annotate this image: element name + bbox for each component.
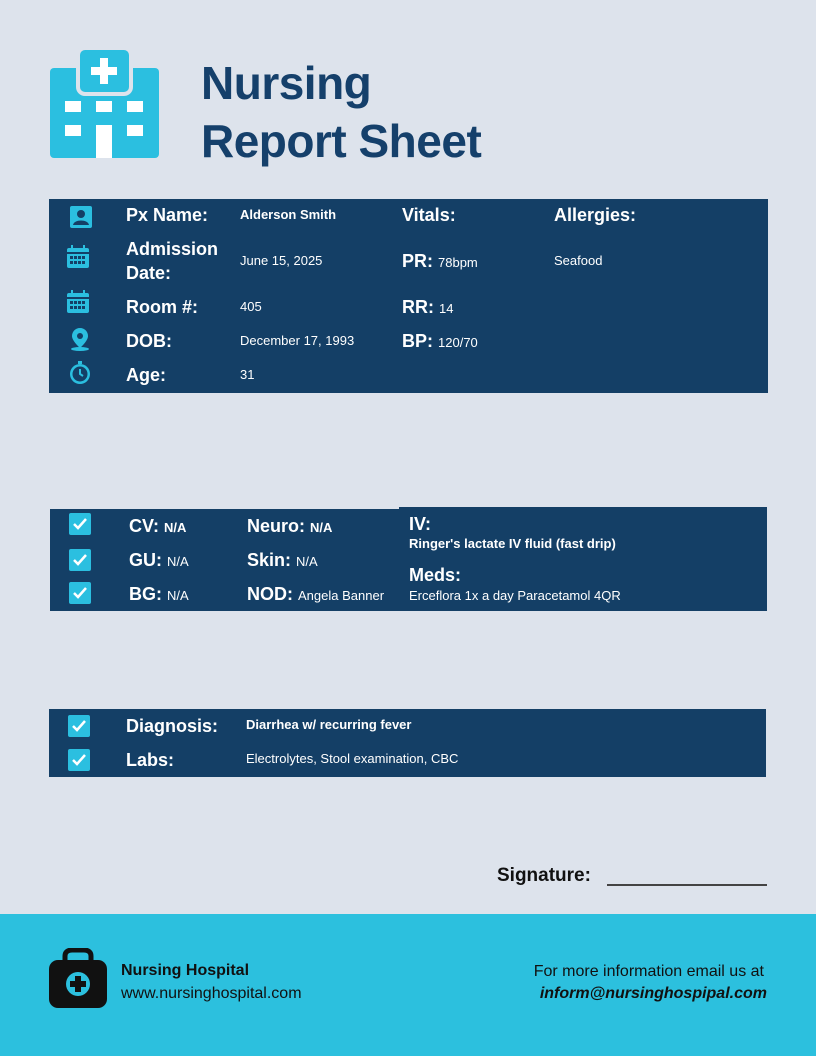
cv-row bbox=[129, 514, 186, 540]
diagnosis-value: Diarrhea w/ recurring fever bbox=[246, 717, 412, 732]
cv-label: CV: bbox=[129, 516, 160, 536]
bg-row bbox=[129, 582, 189, 608]
admission-label-1: Admission bbox=[126, 239, 219, 259]
rr-value: 14 bbox=[439, 301, 454, 316]
skin-value: N/A bbox=[296, 554, 318, 569]
checkbox-checked-icon bbox=[68, 715, 90, 737]
title-line-1: Nursing bbox=[201, 57, 372, 109]
bp-row bbox=[402, 329, 478, 355]
calendar-icon bbox=[66, 290, 90, 314]
vitals-label: Vitals: bbox=[402, 205, 456, 225]
px-name-value: Alderson Smith bbox=[240, 207, 337, 222]
pr-value: 78bpm bbox=[438, 255, 478, 270]
skin-row bbox=[247, 548, 318, 574]
age-label: Age: bbox=[126, 365, 166, 385]
allergies-value: Seafood bbox=[554, 253, 603, 268]
treatment-panel bbox=[399, 507, 767, 611]
signature-label: Signature: bbox=[497, 865, 591, 886]
bp-label: BP: bbox=[402, 331, 433, 351]
checkbox-checked-icon bbox=[69, 549, 91, 571]
person-icon bbox=[69, 205, 93, 229]
hospital-name: Nursing Hospital bbox=[121, 962, 250, 979]
contact-email-link[interactable]: inform@nursinghospipal.com bbox=[539, 985, 767, 1002]
pr-label: PR: bbox=[402, 251, 433, 271]
bg-value: N/A bbox=[167, 588, 189, 603]
age-value: 31 bbox=[240, 367, 255, 382]
labs-label: Labs: bbox=[126, 750, 175, 770]
iv-label: IV: bbox=[409, 514, 432, 534]
meds-value: Erceflora 1x a day Paracetamol 4QR bbox=[409, 588, 621, 603]
allergies-label: Allergies: bbox=[554, 205, 637, 225]
footer bbox=[0, 914, 816, 1056]
title-line-2: Report Sheet bbox=[201, 115, 482, 167]
dob-value: December 17, 1993 bbox=[240, 333, 355, 348]
medical-kit-icon bbox=[49, 948, 107, 1008]
location-pin-icon bbox=[68, 327, 92, 351]
meds-label: Meds: bbox=[409, 565, 462, 585]
dob-label: DOB: bbox=[126, 331, 172, 351]
rr-label: RR: bbox=[402, 297, 434, 317]
checkbox-checked-icon bbox=[68, 749, 90, 771]
neuro-value: N/A bbox=[310, 520, 333, 535]
hospital-building-icon bbox=[50, 48, 159, 158]
clock-icon bbox=[68, 361, 92, 385]
px-name-label: Px Name: bbox=[126, 205, 209, 225]
patient-info-panel bbox=[49, 199, 768, 393]
iv-value: Ringer's lactate IV fluid (fast drip) bbox=[409, 536, 616, 551]
bg-label: BG: bbox=[129, 584, 162, 604]
contact-info-text: For more information email us at bbox=[533, 963, 764, 980]
admission-label-2: Date: bbox=[126, 263, 172, 283]
gu-label: GU: bbox=[129, 550, 162, 570]
skin-label: Skin: bbox=[247, 550, 292, 570]
nod-label: NOD: bbox=[247, 584, 293, 604]
admission-value: June 15, 2025 bbox=[240, 253, 323, 268]
checkbox-checked-icon bbox=[69, 513, 91, 535]
gu-value: N/A bbox=[167, 554, 189, 569]
neuro-label: Neuro: bbox=[247, 516, 305, 536]
hospital-website-link[interactable]: www.nursinghospital.com bbox=[121, 985, 302, 1002]
pr-row bbox=[402, 249, 478, 275]
signature-line[interactable] bbox=[607, 884, 767, 886]
cv-value: N/A bbox=[164, 520, 187, 535]
gu-row bbox=[129, 548, 189, 574]
checkbox-checked-icon bbox=[69, 582, 91, 604]
diagnosis-panel bbox=[49, 709, 766, 777]
nod-row bbox=[247, 582, 384, 608]
bp-value: 120/70 bbox=[438, 335, 478, 350]
calendar-icon bbox=[66, 245, 90, 269]
page-title bbox=[201, 54, 481, 170]
nod-value: Angela Banner bbox=[298, 588, 385, 603]
labs-value: Electrolytes, Stool examination, CBC bbox=[246, 751, 459, 766]
diagnosis-label: Diagnosis: bbox=[126, 716, 219, 736]
neuro-row bbox=[247, 514, 332, 540]
room-value: 405 bbox=[240, 299, 262, 314]
systems-panel bbox=[50, 509, 400, 611]
room-label: Room #: bbox=[126, 297, 198, 317]
rr-row bbox=[402, 295, 453, 321]
